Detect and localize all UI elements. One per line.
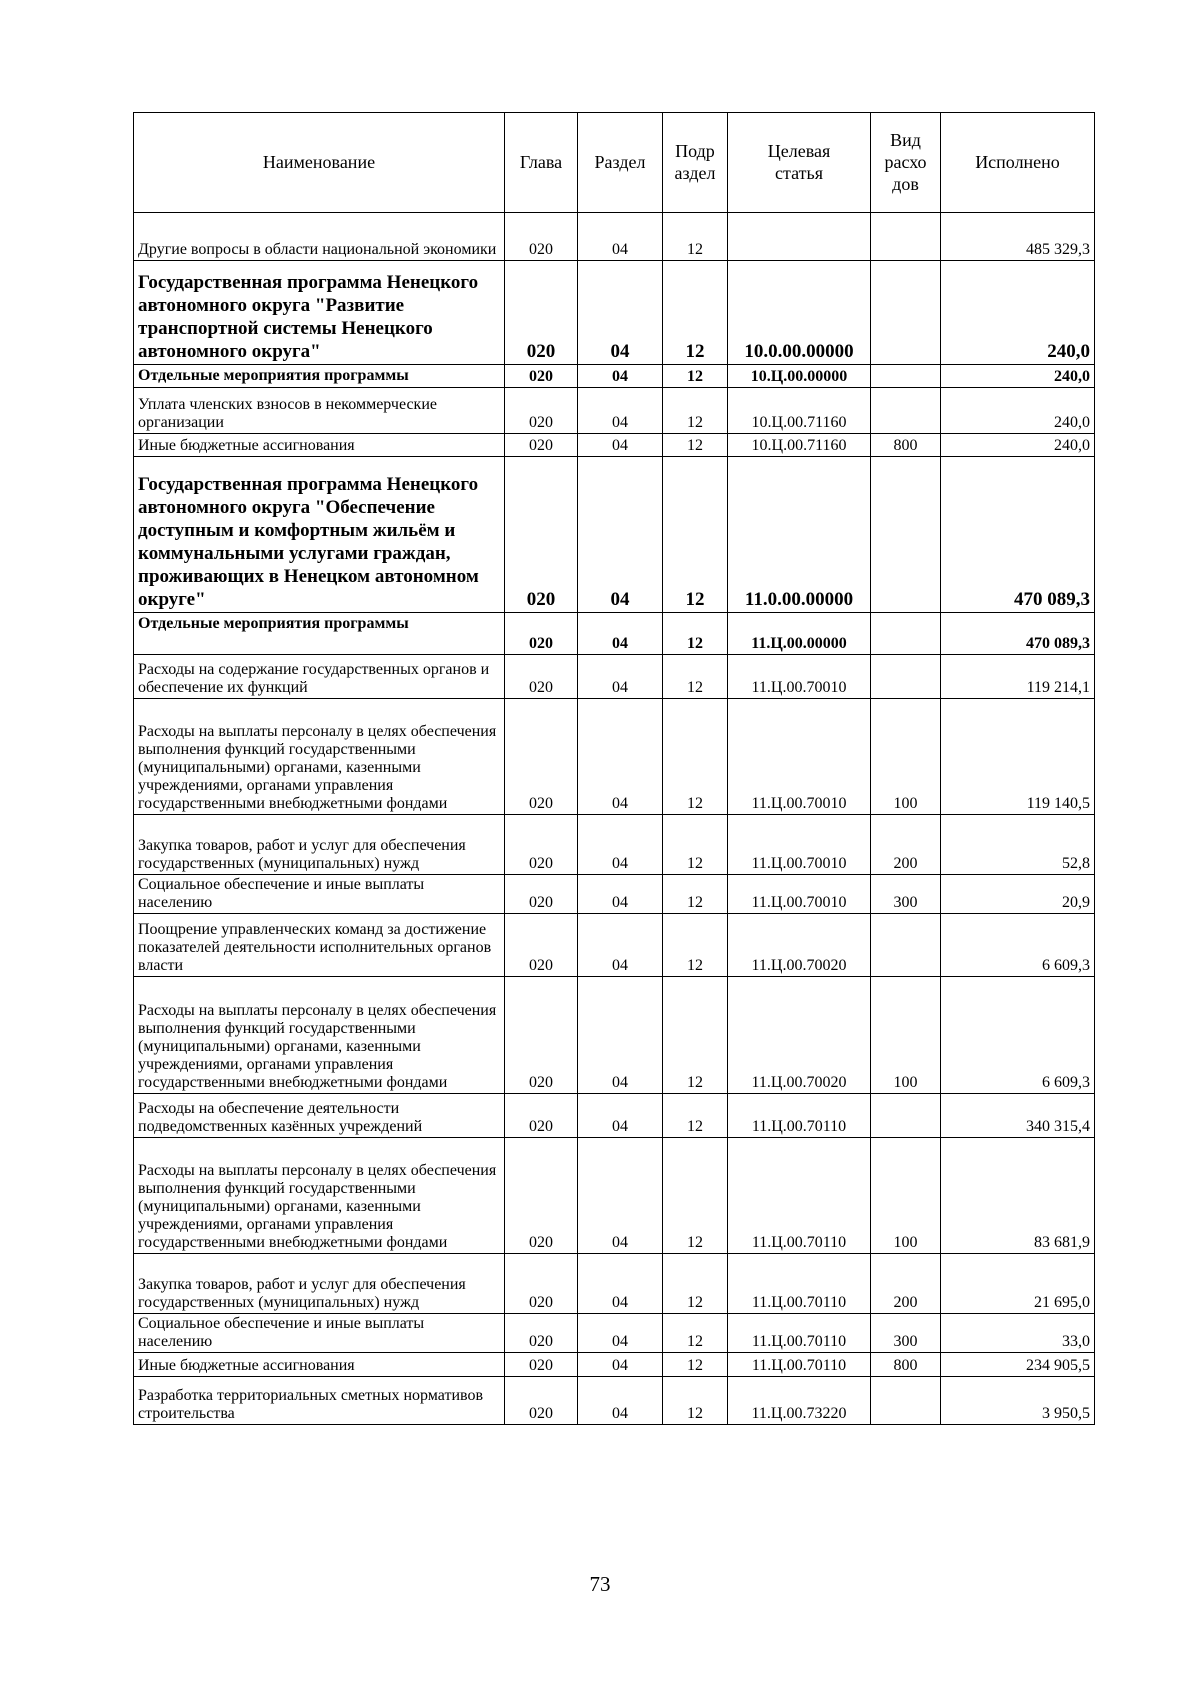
- cell-name: Социальное обеспечение и иные выплаты населению: [134, 875, 505, 914]
- cell-vid-rashodov: [871, 1094, 941, 1138]
- cell-ispolneno: 3 950,5: [941, 1377, 1095, 1425]
- table-row: [134, 365, 1095, 388]
- cell-vid-rashodov: 800: [871, 434, 941, 457]
- cell-vid-rashodov: [871, 213, 941, 261]
- cell-podrazdel: 12: [663, 1377, 728, 1425]
- cell-celevaya-statya: 10.0.00.00000: [728, 261, 871, 365]
- cell-razdel: 04: [578, 434, 663, 457]
- cell-glava: 020: [505, 261, 578, 365]
- cell-razdel: 04: [578, 815, 663, 875]
- cell-celevaya-statya: 11.Ц.00.70110: [728, 1314, 871, 1353]
- cell-name: Отдельные мероприятия программы: [134, 613, 505, 655]
- header-glava: Глава: [505, 113, 578, 213]
- cell-vid-rashodov: [871, 914, 941, 977]
- cell-name: Иные бюджетные ассигнования: [134, 434, 505, 457]
- cell-name: Расходы на содержание государственных органов и обеспечение их функций: [134, 655, 505, 699]
- cell-razdel: 04: [578, 1377, 663, 1425]
- cell-name: Государственная программа Ненецкого автономного округа "Развитие транспортной системы Ненецкого автономного округа": [134, 261, 505, 365]
- cell-razdel: 04: [578, 365, 663, 388]
- cell-vid-rashodov: 300: [871, 1314, 941, 1353]
- header-ispolneno: Исполнено: [941, 113, 1095, 213]
- cell-vid-rashodov: 100: [871, 1138, 941, 1254]
- cell-ispolneno: 6 609,3: [941, 914, 1095, 977]
- cell-name: Расходы на выплаты персоналу в целях обеспечения выполнения функций государственными (муниципальными) органами, казенными учреждениями, органами управления государственными внебюджетными фондами: [134, 699, 505, 815]
- cell-glava: 020: [505, 1138, 578, 1254]
- cell-podrazdel: 12: [663, 1353, 728, 1377]
- cell-ispolneno: 119 140,5: [941, 699, 1095, 815]
- cell-ispolneno: 240,0: [941, 261, 1095, 365]
- cell-name: Закупка товаров, работ и услуг для обеспечения государственных (муниципальных) нужд: [134, 815, 505, 875]
- cell-vid-rashodov: 100: [871, 699, 941, 815]
- cell-celevaya-statya: 11.Ц.00.70010: [728, 699, 871, 815]
- cell-podrazdel: 12: [663, 1254, 728, 1314]
- cell-razdel: 04: [578, 261, 663, 365]
- cell-vid-rashodov: 100: [871, 977, 941, 1094]
- cell-ispolneno: 52,8: [941, 815, 1095, 875]
- cell-vid-rashodov: [871, 365, 941, 388]
- cell-podrazdel: 12: [663, 815, 728, 875]
- cell-ispolneno: 83 681,9: [941, 1138, 1095, 1254]
- cell-name: Иные бюджетные ассигнования: [134, 1353, 505, 1377]
- cell-name: Расходы на выплаты персоналу в целях обеспечения выполнения функций государственными (муниципальными) органами, казенными учреждениями, органами управления государственными внебюджетными фондами: [134, 977, 505, 1094]
- cell-vid-rashodov: [871, 1377, 941, 1425]
- cell-celevaya-statya: 11.Ц.00.70020: [728, 977, 871, 1094]
- table-row: [134, 1353, 1095, 1377]
- cell-name: Социальное обеспечение и иные выплаты населению: [134, 1314, 505, 1353]
- cell-glava: 020: [505, 613, 578, 655]
- cell-podrazdel: 12: [663, 914, 728, 977]
- table-row: [134, 977, 1095, 1094]
- cell-ispolneno: 470 089,3: [941, 457, 1095, 613]
- cell-podrazdel: 12: [663, 457, 728, 613]
- header-podrazdel: Подр аздел: [663, 113, 728, 213]
- cell-razdel: 04: [578, 1314, 663, 1353]
- cell-glava: 020: [505, 1094, 578, 1138]
- cell-celevaya-statya: 11.Ц.00.70010: [728, 655, 871, 699]
- cell-ispolneno: 240,0: [941, 365, 1095, 388]
- cell-podrazdel: 12: [663, 365, 728, 388]
- cell-vid-rashodov: 300: [871, 875, 941, 914]
- cell-vid-rashodov: 800: [871, 1353, 941, 1377]
- cell-ispolneno: 240,0: [941, 388, 1095, 434]
- cell-glava: 020: [505, 914, 578, 977]
- cell-name: Государственная программа Ненецкого автономного округа "Обеспечение доступным и комфортным жильём и коммунальными услугами граждан, проживающих в Ненецком автономном округе": [134, 457, 505, 613]
- table-row: [134, 1377, 1095, 1425]
- table-row: [134, 1094, 1095, 1138]
- cell-glava: 020: [505, 815, 578, 875]
- cell-podrazdel: 12: [663, 434, 728, 457]
- cell-ispolneno: 234 905,5: [941, 1353, 1095, 1377]
- cell-ispolneno: 240,0: [941, 434, 1095, 457]
- cell-razdel: 04: [578, 1254, 663, 1314]
- cell-razdel: 04: [578, 1094, 663, 1138]
- cell-ispolneno: 6 609,3: [941, 977, 1095, 1094]
- cell-glava: 020: [505, 213, 578, 261]
- cell-razdel: 04: [578, 1353, 663, 1377]
- table-row: [134, 875, 1095, 914]
- cell-glava: 020: [505, 699, 578, 815]
- cell-vid-rashodov: [871, 388, 941, 434]
- cell-celevaya-statya: 11.Ц.00.70010: [728, 875, 871, 914]
- cell-podrazdel: 12: [663, 261, 728, 365]
- table-row: [134, 1254, 1095, 1314]
- cell-celevaya-statya: 11.Ц.00.70020: [728, 914, 871, 977]
- cell-razdel: 04: [578, 914, 663, 977]
- cell-glava: 020: [505, 1353, 578, 1377]
- cell-celevaya-statya: 11.Ц.00.70110: [728, 1254, 871, 1314]
- cell-vid-rashodov: [871, 655, 941, 699]
- table-row: [134, 613, 1095, 655]
- header-razdel: Раздел: [578, 113, 663, 213]
- cell-podrazdel: 12: [663, 1138, 728, 1254]
- budget-table: [133, 112, 1095, 1425]
- cell-vid-rashodov: [871, 261, 941, 365]
- cell-ispolneno: 485 329,3: [941, 213, 1095, 261]
- cell-celevaya-statya: [728, 213, 871, 261]
- cell-podrazdel: 12: [663, 613, 728, 655]
- cell-glava: 020: [505, 365, 578, 388]
- cell-razdel: 04: [578, 1138, 663, 1254]
- cell-name: Другие вопросы в области национальной экономики: [134, 213, 505, 261]
- table-row: [134, 213, 1095, 261]
- cell-glava: 020: [505, 1377, 578, 1425]
- cell-razdel: 04: [578, 388, 663, 434]
- cell-celevaya-statya: 11.0.00.00000: [728, 457, 871, 613]
- cell-ispolneno: 340 315,4: [941, 1094, 1095, 1138]
- cell-glava: 020: [505, 1314, 578, 1353]
- cell-glava: 020: [505, 977, 578, 1094]
- cell-podrazdel: 12: [663, 213, 728, 261]
- cell-ispolneno: 119 214,1: [941, 655, 1095, 699]
- table-row: [134, 261, 1095, 365]
- cell-glava: 020: [505, 388, 578, 434]
- cell-podrazdel: 12: [663, 699, 728, 815]
- cell-celevaya-statya: 11.Ц.00.00000: [728, 613, 871, 655]
- cell-razdel: 04: [578, 977, 663, 1094]
- cell-celevaya-statya: 11.Ц.00.70110: [728, 1353, 871, 1377]
- table-row: [134, 699, 1095, 815]
- header-row: [134, 113, 1095, 213]
- cell-vid-rashodov: 200: [871, 1254, 941, 1314]
- cell-name: Уплата членских взносов в некоммерческие организации: [134, 388, 505, 434]
- cell-name: Разработка территориальных сметных нормативов строительства: [134, 1377, 505, 1425]
- cell-podrazdel: 12: [663, 388, 728, 434]
- cell-vid-rashodov: [871, 613, 941, 655]
- cell-celevaya-statya: 10.Ц.00.00000: [728, 365, 871, 388]
- cell-vid-rashodov: 200: [871, 815, 941, 875]
- cell-celevaya-statya: 11.Ц.00.70010: [728, 815, 871, 875]
- cell-name: Поощрение управленческих команд за достижение показателей деятельности исполнительных органов власти: [134, 914, 505, 977]
- cell-podrazdel: 12: [663, 655, 728, 699]
- cell-celevaya-statya: 11.Ц.00.70110: [728, 1094, 871, 1138]
- cell-name: Расходы на выплаты персоналу в целях обеспечения выполнения функций государственными (муниципальными) органами, казенными учреждениями, органами управления государственными внебюджетными фондами: [134, 1138, 505, 1254]
- cell-razdel: 04: [578, 655, 663, 699]
- cell-podrazdel: 12: [663, 977, 728, 1094]
- cell-glava: 020: [505, 875, 578, 914]
- table-row: [134, 434, 1095, 457]
- cell-ispolneno: 21 695,0: [941, 1254, 1095, 1314]
- cell-celevaya-statya: 11.Ц.00.70110: [728, 1138, 871, 1254]
- cell-name: Отдельные мероприятия программы: [134, 365, 505, 388]
- table-row: [134, 655, 1095, 699]
- cell-podrazdel: 12: [663, 1094, 728, 1138]
- cell-glava: 020: [505, 1254, 578, 1314]
- cell-razdel: 04: [578, 699, 663, 815]
- table-body: [134, 213, 1095, 1425]
- table-row: [134, 457, 1095, 613]
- cell-ispolneno: 20,9: [941, 875, 1095, 914]
- page-number: 73: [589, 1572, 611, 1596]
- table-row: [134, 1138, 1095, 1254]
- cell-razdel: 04: [578, 457, 663, 613]
- cell-celevaya-statya: 11.Ц.00.73220: [728, 1377, 871, 1425]
- cell-glava: 020: [505, 655, 578, 699]
- cell-vid-rashodov: [871, 457, 941, 613]
- cell-razdel: 04: [578, 875, 663, 914]
- table-row: [134, 914, 1095, 977]
- cell-razdel: 04: [578, 213, 663, 261]
- cell-name: Закупка товаров, работ и услуг для обеспечения государственных (муниципальных) нужд: [134, 1254, 505, 1314]
- cell-celevaya-statya: 10.Ц.00.71160: [728, 434, 871, 457]
- header-vid-rashodov: Вид расхо дов: [871, 113, 941, 213]
- cell-podrazdel: 12: [663, 1314, 728, 1353]
- cell-glava: 020: [505, 434, 578, 457]
- table-row: [134, 1314, 1095, 1353]
- cell-glava: 020: [505, 457, 578, 613]
- cell-ispolneno: 470 089,3: [941, 613, 1095, 655]
- header-name: Наименование: [134, 113, 505, 213]
- cell-razdel: 04: [578, 613, 663, 655]
- header-celevaya-statya: Целевая статья: [728, 113, 871, 213]
- cell-ispolneno: 33,0: [941, 1314, 1095, 1353]
- table-header: [134, 113, 1095, 213]
- table-row: [134, 388, 1095, 434]
- cell-name: Расходы на обеспечение деятельности подведомственных казённых учреждений: [134, 1094, 505, 1138]
- table-row: [134, 815, 1095, 875]
- cell-podrazdel: 12: [663, 875, 728, 914]
- cell-celevaya-statya: 10.Ц.00.71160: [728, 388, 871, 434]
